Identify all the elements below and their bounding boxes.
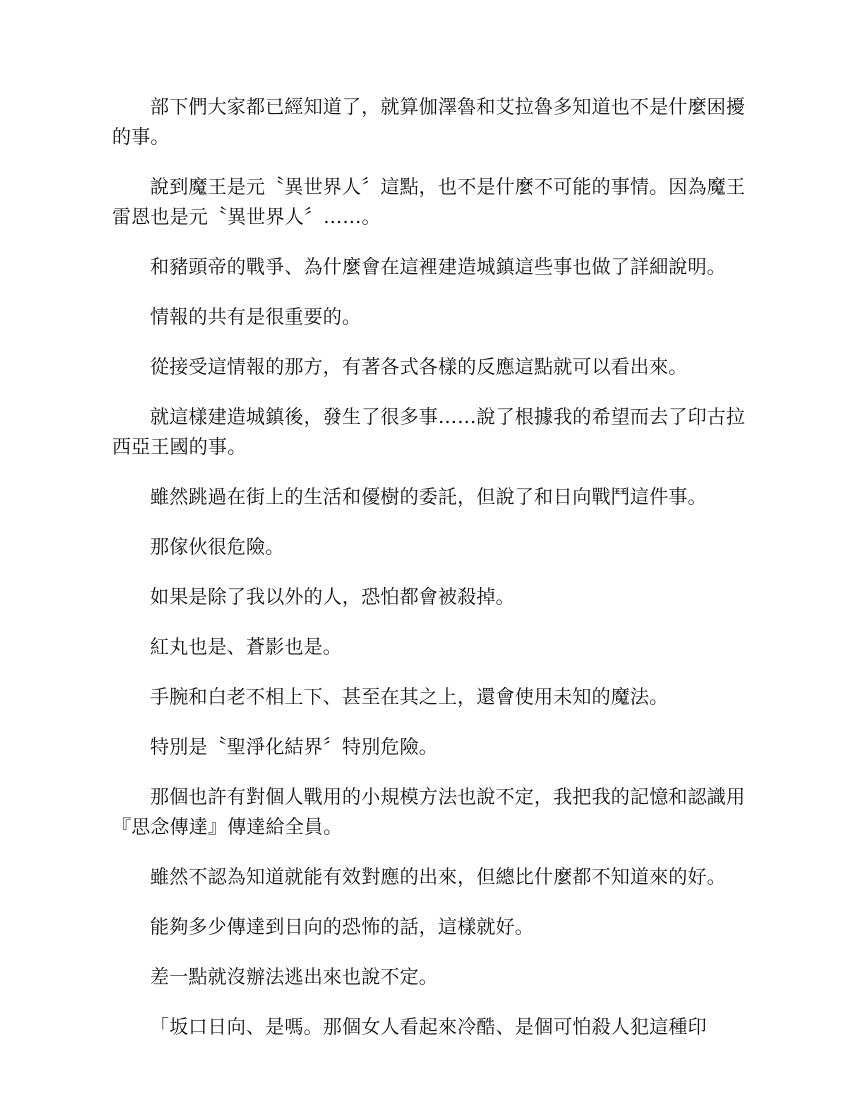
- paragraph-12: 特別是〝聖淨化結界〞特別危險。: [150, 736, 439, 758]
- paragraph-1: 部下們大家都已經知道了，就算伽澤魯和艾拉魯多知道也不是什麼困擾的事。: [112, 96, 746, 148]
- paragraph-9: 如果是除了我以外的人，恐怕都會被殺掉。: [150, 586, 515, 608]
- paragraph-8: 那傢伙很危險。: [150, 536, 285, 558]
- paragraph-6: 就這樣建造城鎮後，發生了很多事……說了根據我的希望而去了印古拉西亞王國的事。: [112, 406, 746, 458]
- paragraph-4: 情報的共有是很重要的。: [150, 306, 362, 328]
- paragraph-2: 說到魔王是元〝異世界人〞這點，也不是什麼不可能的事情。因為魔王雷恩也是元〝異世界人〞……。: [112, 176, 746, 228]
- paragraph-10: 紅丸也是、蒼影也是。: [150, 636, 343, 658]
- paragraph-15: 能夠多少傳達到日向的恐怖的話，這樣就好。: [150, 916, 535, 938]
- paragraph-16: 差一點就沒辦法逃出來也說不定。: [150, 966, 439, 988]
- paragraph-5: 從接受這情報的那方，有著各式各樣的反應這點就可以看出來。: [150, 356, 688, 378]
- document-page: [112, 92, 750, 1062]
- paragraph-14: 雖然不認為知道就能有效對應的出來，但總比什麼都不知道來的好。: [150, 866, 727, 888]
- paragraph-7: 雖然跳過在街上的生活和優樹的委託，但說了和日向戰鬥這件事。: [150, 486, 707, 508]
- paragraph-13: 那個也許有對個人戰用的小規模方法也說不定，我把我的記憶和認識用『思念傳達』傳達給全員。: [112, 786, 746, 838]
- paragraph-11: 手腕和白老不相上下、甚至在其之上，還會使用未知的魔法。: [150, 686, 669, 708]
- paragraph-3: 和豬頭帝的戰爭、為什麼會在這裡建造城鎮這些事也做了詳細說明。: [150, 256, 727, 278]
- paragraph-17: 「坂口日向、是嗎。那個女人看起來冷酷、是個可怕殺人犯這種印: [150, 1016, 707, 1038]
